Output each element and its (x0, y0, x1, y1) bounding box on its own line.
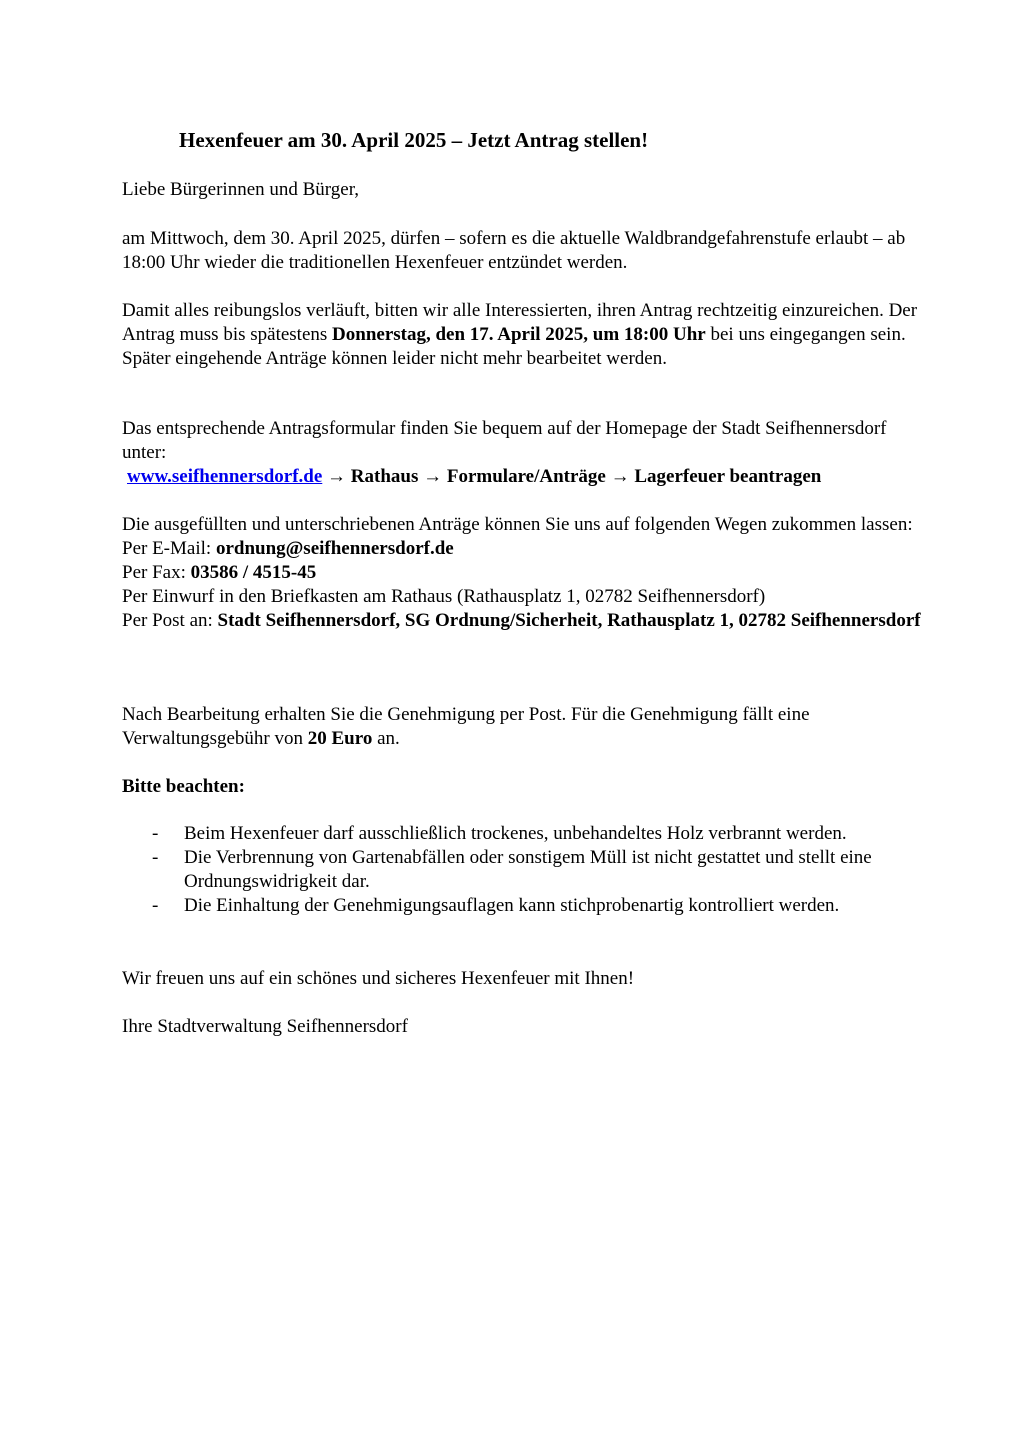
deadline-text-pre: Damit alles reibungslos verläuft, bitten wir alle Interessierten, ihren Antrag rechtzeitig einzureichen. Der Antrag muss bis spätestens (122, 300, 918, 345)
fee-text-post: an. (372, 728, 400, 749)
page-title: Hexenfeuer am 30. April 2025 – Jetzt Antrag stellen! (179, 128, 649, 152)
signature: Ihre Stadtverwaltung Seifhennersdorf (122, 1016, 408, 1037)
deadline-paragraph (122, 299, 922, 371)
submission-paragraph (122, 513, 922, 633)
email-label: Per E-Mail: (122, 538, 216, 559)
intro-paragraph: am Mittwoch, dem 30. April 2025, dürfen – sofern es die aktuelle Waldbrandgefahrenstufe erlaubt – ab 18:00 Uhr wieder die traditionellen Hexenfeuer entzündet werden. (122, 228, 906, 273)
form-navigation-path: → Rathaus → Formulare/Anträge → Lagerfeuer beantragen (322, 466, 822, 487)
list-item (122, 894, 922, 918)
bullet-dash: - (152, 823, 159, 844)
submission-text: Die ausgefüllten und unterschriebenen Anträge können Sie uns auf folgenden Wegen zukommen lassen: (122, 514, 913, 535)
fax-number: 03586 / 4515-45 (190, 562, 317, 583)
email-address: ordnung@seifhennersdorf.de (215, 538, 454, 559)
note-text: Die Verbrennung von Gartenabfällen oder sonstigem Müll ist nicht gestattet und stellt eine Ordnungswidrigkeit dar. (184, 847, 872, 892)
form-text: Das entsprechende Antragsformular finden Sie bequem auf der Homepage der Stadt Seifhennersdorf unter: (122, 418, 887, 463)
fax-label: Per Fax: (122, 562, 191, 583)
note-text: Beim Hexenfeuer darf ausschließlich trockenes, unbehandeltes Holz verbrannt werden. (184, 823, 847, 844)
greeting: Liebe Bürgerinnen und Bürger, (122, 179, 360, 200)
post-label: Per Post an: (122, 610, 218, 631)
list-item (122, 846, 922, 894)
bullet-dash: - (152, 847, 159, 868)
list-item (122, 822, 922, 846)
deadline-text-post: bei uns eingegangen sein. Später eingehende Anträge können leider nicht mehr bearbeitet werden. (122, 324, 906, 369)
mailbox-text: Per Einwurf in den Briefkasten am Rathaus (Rathausplatz 1, 02782 Seifhennersdorf) (122, 586, 766, 607)
homepage-link[interactable]: www.seifhennersdorf.de (127, 466, 323, 487)
bullet-dash: - (152, 895, 159, 916)
note-text: Die Einhaltung der Genehmigungsauflagen kann stichprobenartig kontrolliert werden. (184, 895, 840, 916)
post-address: Stadt Seifhennersdorf, SG Ordnung/Sicherheit, Rathausplatz 1, 02782 Seifhennersdorf (217, 610, 921, 631)
fee-text-pre: Nach Bearbeitung erhalten Sie die Genehmigung per Post. Für die Genehmigung fällt eine Verwaltungsgebühr von (122, 704, 810, 749)
notes-list (122, 822, 922, 918)
fee-amount: 20 Euro (307, 728, 373, 749)
deadline-date: Donnerstag, den 17. April 2025, um 18:00 Uhr (332, 324, 706, 345)
form-paragraph (122, 417, 922, 489)
fee-paragraph (122, 703, 922, 751)
notes-heading: Bitte beachten: (122, 776, 245, 797)
closing: Wir freuen uns auf ein schönes und sicheres Hexenfeuer mit Ihnen! (122, 968, 635, 989)
